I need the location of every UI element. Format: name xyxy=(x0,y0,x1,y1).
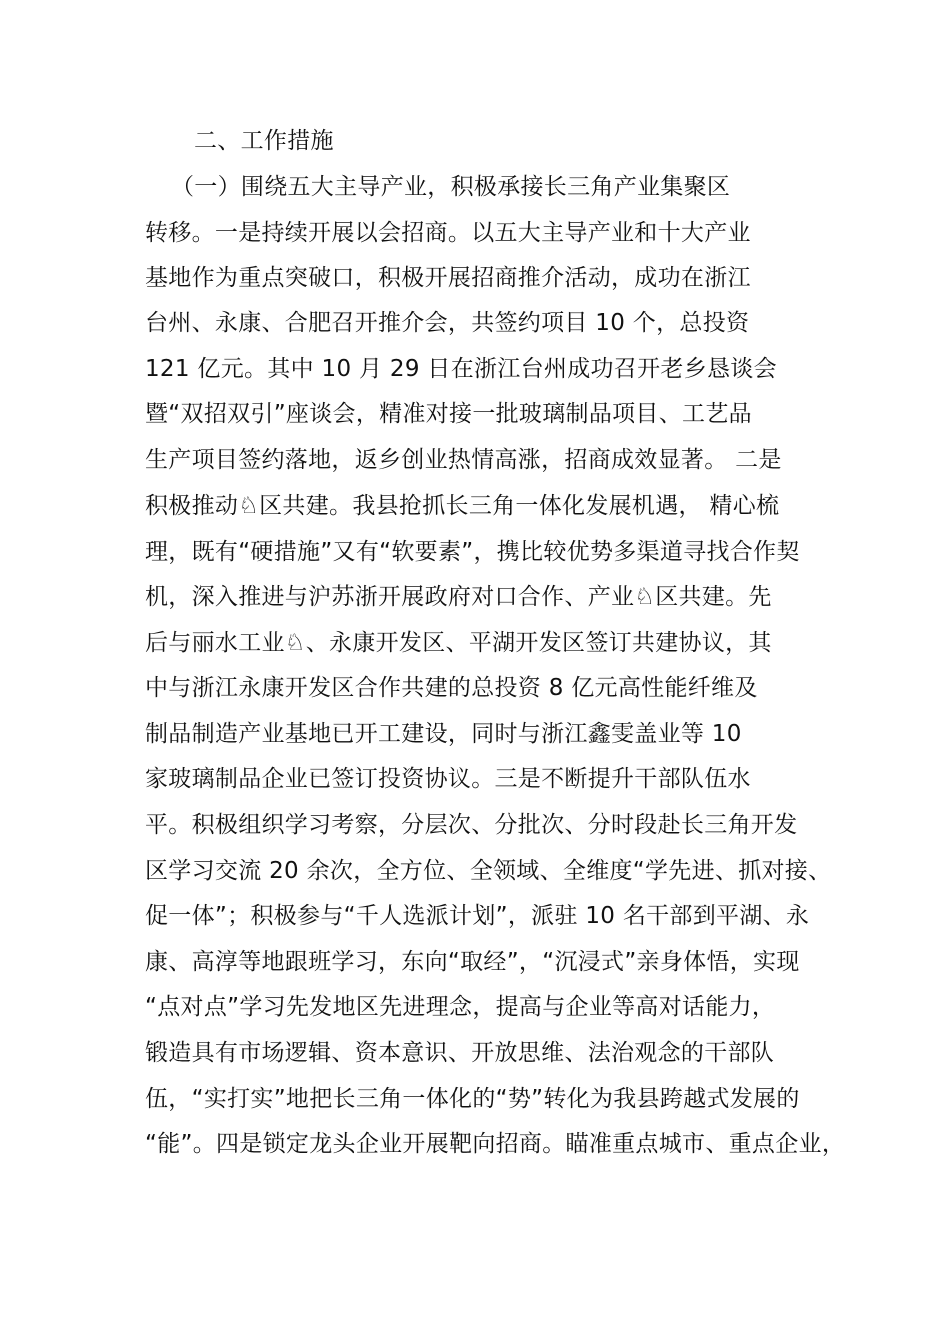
paragraph-line: 康、高淳等地跟班学习，东向“取经”，“沉浸式”亲身体悟，实现 xyxy=(145,949,800,975)
paragraph-line: 锻造具有市场逻辑、资本意识、开放思维、法治观念的干部队 xyxy=(145,1040,775,1066)
paragraph-line: 121 亿元。其中 10 月 29 日在浙江台州成功召开老乡恳谈会 xyxy=(145,356,777,382)
paragraph-line: 理，既有“硬措施”又有“软要素”，携比较优势多渠道寻找合作契 xyxy=(145,539,800,565)
paragraph-line: 转移。一是持续开展以会招商。以五大主导产业和十大产业 xyxy=(145,220,751,246)
paragraph-line: 台州、永康、合肥召开推介会，共签约项目 10 个，总投资 xyxy=(145,310,750,336)
paragraph-line: 区学习交流 20 余次，全方位、全领域、全维度“学先进、抓对接、 xyxy=(145,858,832,884)
paragraph-line: 积极推动♘区共建。我县抢抓长三角一体化发展机遇， 精心梳 xyxy=(145,493,780,519)
paragraph-line: 后与丽水工业♘、永康开发区、平湖开发区签订共建协议，其 xyxy=(145,630,772,656)
paragraph-line: 伍，“实打实”地把长三角一体化的“势”转化为我县跨越式发展的 xyxy=(145,1086,800,1112)
paragraph-line: （一）围绕五大主导产业，积极承接长三角产业集聚区 xyxy=(171,174,731,200)
paragraph-line: 平。积极组织学习考察，分层次、分批次、分时段赴长三角开发 xyxy=(145,812,798,838)
paragraph-line: “点对点”学习先发地区先进理念，提高与企业等高对话能力， xyxy=(145,994,776,1020)
paragraph-line: 暨“双招双引”座谈会，精准对接一批玻璃制品项目、工艺品 xyxy=(145,401,752,427)
paragraph-line: 促一体”；积极参与“千人选派计划”，派驻 10 名干部到平湖、永 xyxy=(145,903,810,929)
paragraph-line: 机，深入推进与沪苏浙开展政府对口合作、产业♘区共建。先 xyxy=(145,584,772,610)
paragraph-line: 中与浙江永康开发区合作共建的总投资 8 亿元高性能纤维及 xyxy=(145,675,758,701)
paragraph-line: 制品制造产业基地已开工建设，同时与浙江鑫雯盖业等 10 xyxy=(145,721,742,747)
paragraph-line: 生产项目签约落地，返乡创业热情高涨，招商成效显著。 二是 xyxy=(145,447,782,473)
paragraph-line: “能”。四是锁定龙头企业开展靶向招商。瞄准重点城市、重点企业， xyxy=(145,1131,846,1157)
section-heading: 二、工作措施 xyxy=(194,128,334,154)
paragraph-line: 家玻璃制品企业已签订投资协议。三是不断提升干部队伍水 xyxy=(145,766,751,792)
paragraph-line: 基地作为重点突破口，积极开展招商推介活动，成功在浙江 xyxy=(145,265,751,291)
